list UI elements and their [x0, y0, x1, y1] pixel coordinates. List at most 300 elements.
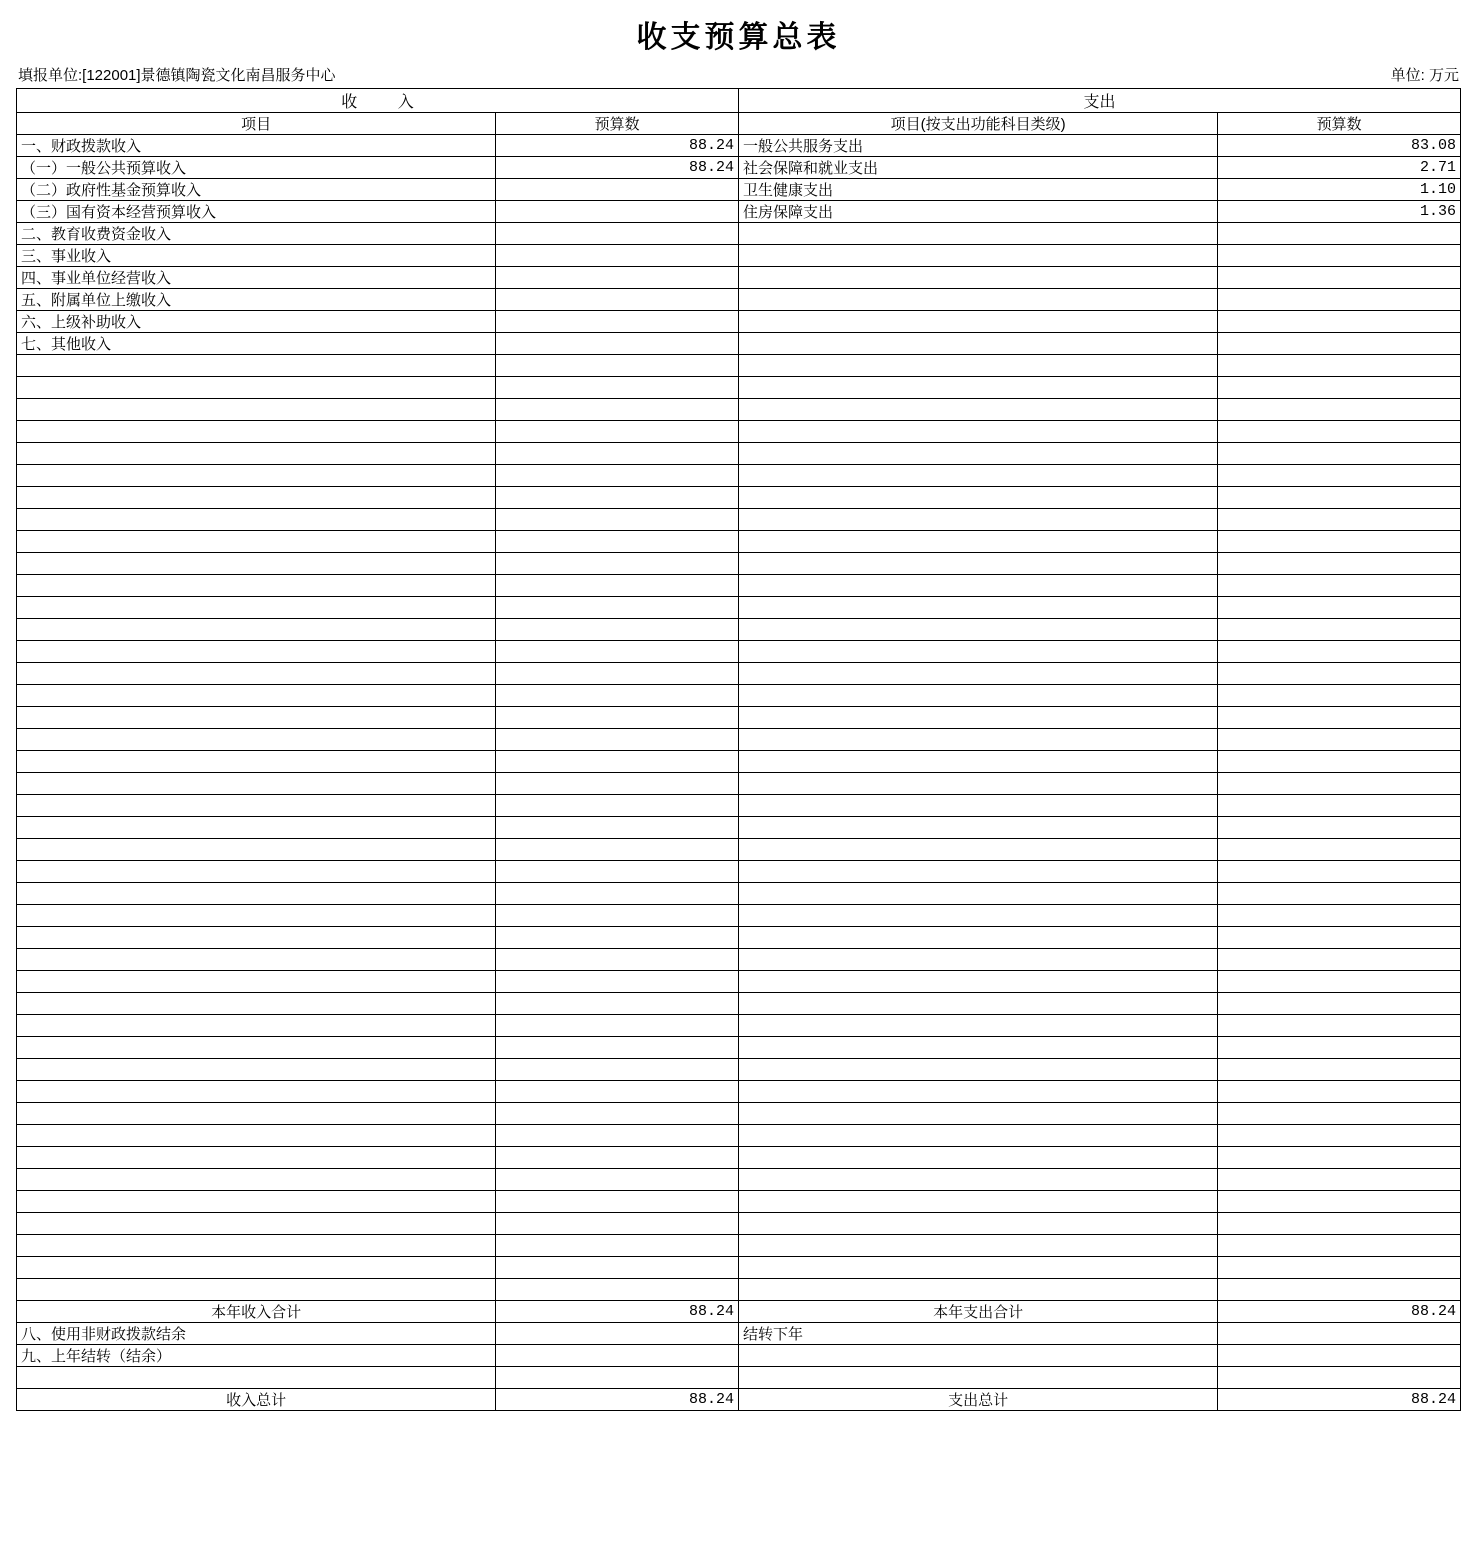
expense-item-label	[738, 1015, 1217, 1037]
income-item-label: （二）政府性基金预算收入	[17, 179, 496, 201]
expense-amount-value	[1218, 1323, 1461, 1345]
table-row	[17, 399, 1461, 421]
expense-item-label	[738, 1169, 1217, 1191]
expense-item-label	[738, 685, 1217, 707]
income-item-label: 九、上年结转（结余）	[17, 1345, 496, 1367]
expense-item-label	[738, 927, 1217, 949]
income-item-label	[17, 421, 496, 443]
income-item-label	[17, 531, 496, 553]
table-row	[17, 1191, 1461, 1213]
expense-item-label	[738, 883, 1217, 905]
expense-amount-value	[1218, 487, 1461, 509]
expense-item-label: 一般公共服务支出	[738, 135, 1217, 157]
income-amount-value	[496, 1103, 739, 1125]
expense-item-label	[738, 1147, 1217, 1169]
income-group-header: 收 入	[17, 89, 739, 113]
income-amount-value	[496, 1169, 739, 1191]
income-amount-value	[496, 663, 739, 685]
income-item-label	[17, 1367, 496, 1389]
income-item-label	[17, 707, 496, 729]
expense-amount-value	[1218, 971, 1461, 993]
income-item-label	[17, 355, 496, 377]
expense-amount-value	[1218, 883, 1461, 905]
document-meta	[16, 62, 1461, 88]
income-item-label	[17, 905, 496, 927]
table-row	[17, 201, 1461, 223]
expense-group-header: 支出	[738, 89, 1460, 113]
income-item-label: 六、上级补助收入	[17, 311, 496, 333]
table-row	[17, 663, 1461, 685]
expense-amount-value	[1218, 575, 1461, 597]
expense-amount-value	[1218, 993, 1461, 1015]
expense-amount-value	[1218, 1169, 1461, 1191]
expense-item-label	[738, 1191, 1217, 1213]
income-item-label	[17, 949, 496, 971]
income-amount-value	[496, 949, 739, 971]
expense-amount-header: 预算数	[1218, 113, 1461, 135]
income-amount-value	[496, 1279, 739, 1301]
income-amount-value	[496, 575, 739, 597]
income-amount-value	[496, 883, 739, 905]
budget-table	[16, 88, 1461, 1411]
income-item-label	[17, 773, 496, 795]
table-row	[17, 619, 1461, 641]
table-row	[17, 1323, 1461, 1345]
expense-item-label	[738, 597, 1217, 619]
table-row	[17, 1037, 1461, 1059]
income-amount-value	[496, 201, 739, 223]
expense-amount-value	[1218, 311, 1461, 333]
income-amount-value	[496, 861, 739, 883]
expense-amount-value	[1218, 663, 1461, 685]
reporting-unit-label: 填报单位:[122001]景德镇陶瓷文化南昌服务中心	[18, 67, 336, 84]
income-amount-value	[496, 355, 739, 377]
expense-item-label	[738, 795, 1217, 817]
expense-amount-value	[1218, 1037, 1461, 1059]
table-row	[17, 333, 1461, 355]
income-amount-value	[496, 1345, 739, 1367]
table-row	[17, 553, 1461, 575]
expense-amount-value	[1218, 861, 1461, 883]
table-row	[17, 839, 1461, 861]
income-amount-value	[496, 487, 739, 509]
table-row	[17, 1367, 1461, 1389]
income-amount-value	[496, 1147, 739, 1169]
income-item-label	[17, 1169, 496, 1191]
expense-amount-value	[1218, 839, 1461, 861]
expense-amount-value	[1218, 443, 1461, 465]
expense-amount-value	[1218, 1345, 1461, 1367]
income-amount-value	[496, 377, 739, 399]
expense-item-label	[738, 223, 1217, 245]
budget-document-page	[0, 12, 1477, 1411]
income-item-label	[17, 817, 496, 839]
income-amount-value	[496, 1367, 739, 1389]
income-item-label	[17, 1037, 496, 1059]
income-amount-value	[496, 531, 739, 553]
expense-item-label	[738, 839, 1217, 861]
table-row	[17, 223, 1461, 245]
income-amount-value	[496, 1037, 739, 1059]
income-item-label	[17, 553, 496, 575]
table-row	[17, 267, 1461, 289]
table-row	[17, 377, 1461, 399]
expense-item-label	[738, 1213, 1217, 1235]
table-row	[17, 509, 1461, 531]
table-row	[17, 949, 1461, 971]
income-item-label: 三、事业收入	[17, 245, 496, 267]
table-row	[17, 1103, 1461, 1125]
income-amount-value	[496, 465, 739, 487]
expense-item-label	[738, 1103, 1217, 1125]
income-amount-value	[496, 619, 739, 641]
income-item-label	[17, 1257, 496, 1279]
table-row	[17, 861, 1461, 883]
expense-item-label	[738, 443, 1217, 465]
income-amount-value	[496, 905, 739, 927]
expense-subtotal-label: 本年支出合计	[738, 1301, 1217, 1323]
income-total-label: 收入总计	[17, 1389, 496, 1411]
income-item-label: 八、使用非财政拨款结余	[17, 1323, 496, 1345]
income-amount-value	[496, 1015, 739, 1037]
expense-amount-value	[1218, 619, 1461, 641]
income-amount-value	[496, 597, 739, 619]
expense-item-label	[738, 1037, 1217, 1059]
expense-amount-value	[1218, 377, 1461, 399]
expense-amount-value	[1218, 1081, 1461, 1103]
income-item-label: 四、事业单位经营收入	[17, 267, 496, 289]
expense-amount-value	[1218, 685, 1461, 707]
table-row	[17, 597, 1461, 619]
income-item-label: （三）国有资本经营预算收入	[17, 201, 496, 223]
expense-amount-value	[1218, 729, 1461, 751]
income-item-label	[17, 1015, 496, 1037]
table-row	[17, 179, 1461, 201]
expense-amount-value	[1218, 751, 1461, 773]
income-item-label	[17, 839, 496, 861]
table-row	[17, 1235, 1461, 1257]
expense-item-label	[738, 1235, 1217, 1257]
expense-item-label	[738, 355, 1217, 377]
expense-item-label	[738, 773, 1217, 795]
table-row	[17, 1125, 1461, 1147]
expense-amount-value	[1218, 773, 1461, 795]
expense-amount-value	[1218, 531, 1461, 553]
expense-item-label	[738, 267, 1217, 289]
income-subtotal-value: 88.24	[496, 1301, 739, 1323]
income-item-label	[17, 1213, 496, 1235]
income-item-label	[17, 575, 496, 597]
table-row	[17, 487, 1461, 509]
table-row	[17, 795, 1461, 817]
expense-item-label	[738, 949, 1217, 971]
income-amount-value	[496, 1235, 739, 1257]
income-item-label	[17, 751, 496, 773]
expense-item-header: 项目(按支出功能科目类级)	[738, 113, 1217, 135]
expense-item-label	[738, 553, 1217, 575]
expense-amount-value	[1218, 597, 1461, 619]
income-amount-value	[496, 707, 739, 729]
income-item-label	[17, 443, 496, 465]
income-item-label	[17, 597, 496, 619]
income-item-label	[17, 927, 496, 949]
income-item-label	[17, 465, 496, 487]
expense-amount-value	[1218, 1125, 1461, 1147]
table-row	[17, 1279, 1461, 1301]
income-item-label	[17, 729, 496, 751]
income-amount-value	[496, 927, 739, 949]
income-amount-value	[496, 179, 739, 201]
income-item-label	[17, 399, 496, 421]
income-item-label	[17, 993, 496, 1015]
income-amount-value	[496, 1213, 739, 1235]
table-row	[17, 1059, 1461, 1081]
table-row	[17, 245, 1461, 267]
expense-amount-value	[1218, 399, 1461, 421]
table-row	[17, 157, 1461, 179]
income-item-label	[17, 619, 496, 641]
expense-total-label: 支出总计	[738, 1389, 1217, 1411]
table-group-header-row	[17, 89, 1461, 113]
income-item-label	[17, 377, 496, 399]
income-amount-value	[496, 223, 739, 245]
expense-item-label	[738, 465, 1217, 487]
table-row	[17, 927, 1461, 949]
income-item-label	[17, 663, 496, 685]
income-item-label	[17, 509, 496, 531]
income-amount-value	[496, 311, 739, 333]
income-amount-value	[496, 839, 739, 861]
expense-amount-value: 2.71	[1218, 157, 1461, 179]
expense-item-label	[738, 993, 1217, 1015]
income-amount-value	[496, 1323, 739, 1345]
income-amount-value	[496, 729, 739, 751]
income-item-label	[17, 1191, 496, 1213]
income-amount-value	[496, 421, 739, 443]
table-row	[17, 993, 1461, 1015]
expense-item-label	[738, 245, 1217, 267]
expense-amount-value	[1218, 1059, 1461, 1081]
expense-total-value: 88.24	[1218, 1389, 1461, 1411]
income-amount-value	[496, 399, 739, 421]
income-amount-value: 88.24	[496, 157, 739, 179]
table-row	[17, 1257, 1461, 1279]
expense-item-label	[738, 399, 1217, 421]
expense-item-label	[738, 1279, 1217, 1301]
expense-item-label	[738, 575, 1217, 597]
expense-amount-value	[1218, 707, 1461, 729]
income-item-label	[17, 861, 496, 883]
income-item-label	[17, 1279, 496, 1301]
expense-amount-value	[1218, 1213, 1461, 1235]
income-amount-value	[496, 333, 739, 355]
income-amount-value	[496, 443, 739, 465]
income-item-label: 五、附属单位上缴收入	[17, 289, 496, 311]
income-amount-value	[496, 773, 739, 795]
income-amount-header: 预算数	[496, 113, 739, 135]
income-item-label	[17, 971, 496, 993]
table-column-header-row	[17, 113, 1461, 135]
table-row	[17, 355, 1461, 377]
table-row	[17, 421, 1461, 443]
table-row	[17, 311, 1461, 333]
table-row	[17, 751, 1461, 773]
income-amount-value	[496, 1257, 739, 1279]
income-amount-value	[496, 817, 739, 839]
expense-item-label	[738, 861, 1217, 883]
income-item-label: 一、财政拨款收入	[17, 135, 496, 157]
expense-item-label	[738, 641, 1217, 663]
expense-amount-value	[1218, 245, 1461, 267]
income-amount-value	[496, 267, 739, 289]
expense-item-label: 住房保障支出	[738, 201, 1217, 223]
table-row	[17, 1169, 1461, 1191]
income-item-label: （一）一般公共预算收入	[17, 157, 496, 179]
income-item-label	[17, 1103, 496, 1125]
income-amount-value	[496, 1081, 739, 1103]
table-row	[17, 707, 1461, 729]
expense-item-label	[738, 729, 1217, 751]
expense-item-label: 卫生健康支出	[738, 179, 1217, 201]
income-amount-value	[496, 1191, 739, 1213]
table-row	[17, 971, 1461, 993]
expense-item-label	[738, 817, 1217, 839]
income-amount-value	[496, 1059, 739, 1081]
expense-amount-value: 1.10	[1218, 179, 1461, 201]
expense-amount-value	[1218, 267, 1461, 289]
table-row	[17, 135, 1461, 157]
expense-item-label	[738, 509, 1217, 531]
expense-amount-value	[1218, 905, 1461, 927]
expense-amount-value	[1218, 509, 1461, 531]
amount-unit-label: 单位: 万元	[1390, 67, 1459, 84]
income-item-label	[17, 685, 496, 707]
expense-item-label	[738, 333, 1217, 355]
table-row	[17, 1345, 1461, 1367]
table-row	[17, 1015, 1461, 1037]
income-item-label	[17, 1081, 496, 1103]
expense-item-label	[738, 531, 1217, 553]
income-item-label	[17, 1125, 496, 1147]
income-item-label	[17, 1147, 496, 1169]
income-item-label	[17, 1235, 496, 1257]
expense-item-label	[738, 707, 1217, 729]
income-item-header: 项目	[17, 113, 496, 135]
income-amount-value	[496, 971, 739, 993]
expense-item-label	[738, 1125, 1217, 1147]
expense-amount-value	[1218, 1279, 1461, 1301]
expense-subtotal-value: 88.24	[1218, 1301, 1461, 1323]
income-item-label	[17, 1059, 496, 1081]
expense-amount-value	[1218, 289, 1461, 311]
income-item-label	[17, 795, 496, 817]
budget-table-body	[17, 89, 1461, 1411]
expense-amount-value	[1218, 421, 1461, 443]
income-amount-value	[496, 685, 739, 707]
expense-amount-value	[1218, 355, 1461, 377]
income-amount-value	[496, 245, 739, 267]
expense-item-label	[738, 1367, 1217, 1389]
table-row	[17, 641, 1461, 663]
page-title: 收支预算总表	[636, 21, 841, 54]
expense-item-label	[738, 377, 1217, 399]
income-item-label	[17, 883, 496, 905]
table-row	[17, 1081, 1461, 1103]
subtotal-row	[17, 1301, 1461, 1323]
expense-item-label	[738, 421, 1217, 443]
table-row	[17, 685, 1461, 707]
table-row	[17, 443, 1461, 465]
income-amount-value	[496, 751, 739, 773]
income-amount-value	[496, 641, 739, 663]
table-row	[17, 1213, 1461, 1235]
income-amount-value	[496, 993, 739, 1015]
expense-amount-value	[1218, 795, 1461, 817]
expense-amount-value	[1218, 333, 1461, 355]
expense-amount-value	[1218, 641, 1461, 663]
income-subtotal-label: 本年收入合计	[17, 1301, 496, 1323]
income-amount-value	[496, 553, 739, 575]
income-amount-value	[496, 509, 739, 531]
expense-item-label	[738, 311, 1217, 333]
table-row	[17, 465, 1461, 487]
income-item-label: 七、其他收入	[17, 333, 496, 355]
expense-item-label	[738, 1081, 1217, 1103]
expense-amount-value	[1218, 223, 1461, 245]
expense-item-label	[738, 751, 1217, 773]
table-row	[17, 531, 1461, 553]
table-row	[17, 773, 1461, 795]
income-item-label	[17, 641, 496, 663]
expense-item-label	[738, 905, 1217, 927]
expense-item-label	[738, 487, 1217, 509]
table-row	[17, 883, 1461, 905]
income-amount-value: 88.24	[496, 135, 739, 157]
table-row	[17, 729, 1461, 751]
expense-amount-value	[1218, 949, 1461, 971]
income-amount-value	[496, 289, 739, 311]
expense-amount-value	[1218, 817, 1461, 839]
income-amount-value	[496, 1125, 739, 1147]
expense-amount-value	[1218, 553, 1461, 575]
expense-item-label	[738, 663, 1217, 685]
expense-amount-value	[1218, 1367, 1461, 1389]
expense-item-label	[738, 971, 1217, 993]
income-total-value: 88.24	[496, 1389, 739, 1411]
income-amount-value	[496, 795, 739, 817]
expense-item-label	[738, 1345, 1217, 1367]
table-row	[17, 817, 1461, 839]
income-item-label	[17, 487, 496, 509]
expense-amount-value: 83.08	[1218, 135, 1461, 157]
total-row	[17, 1389, 1461, 1411]
expense-amount-value	[1218, 927, 1461, 949]
table-row	[17, 575, 1461, 597]
table-row	[17, 1147, 1461, 1169]
table-row	[17, 905, 1461, 927]
expense-amount-value	[1218, 1147, 1461, 1169]
expense-amount-value	[1218, 1103, 1461, 1125]
expense-item-label	[738, 1257, 1217, 1279]
expense-amount-value	[1218, 465, 1461, 487]
expense-item-label: 社会保障和就业支出	[738, 157, 1217, 179]
expense-item-label	[738, 619, 1217, 641]
expense-item-label	[738, 1059, 1217, 1081]
expense-amount-value	[1218, 1191, 1461, 1213]
expense-amount-value	[1218, 1257, 1461, 1279]
expense-amount-value	[1218, 1015, 1461, 1037]
expense-amount-value	[1218, 1235, 1461, 1257]
